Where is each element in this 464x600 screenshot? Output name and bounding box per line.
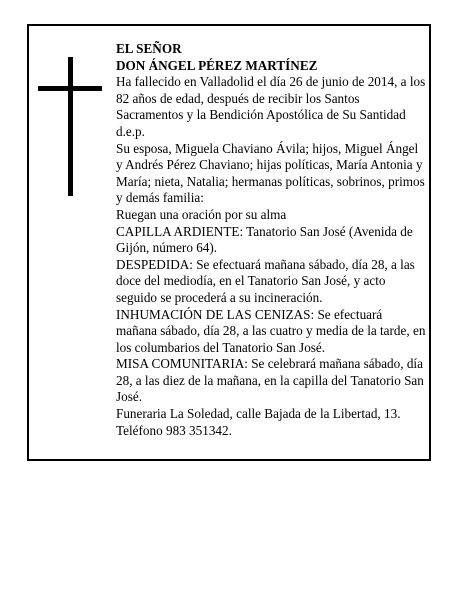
chapel-info: CAPILLA ARDIENTE: Tanatorio San José (Avenida de Gijón, número 64). (116, 223, 413, 256)
community-mass-info: MISA COMUNITARIA: Se celebrará mañana sábado, día 28, a las diez de la mañana, en la capilla del Tanatorio San José. (116, 356, 424, 405)
farewell-info: DESPEDIDA: Se efectuará mañana sábado, día 28, a las doce del mediodía, en el Tanatorio San José, y acto seguido se procederá a su incineración. (116, 256, 415, 305)
death-announcement: Ha fallecido en Valladolid el día 26 de junio de 2014, a los 82 años de edad, después de recibir los Santos Sacramentos y la Bendición Apostólica de Su Santidad d.e.p. (116, 74, 426, 139)
obituary-notice (27, 24, 431, 461)
obituary-text (116, 41, 426, 439)
ashes-burial-info: INHUMACIÓN DE LAS CENIZAS: Se efectuará mañana sábado, día 28, a las cuatro y media de la tarde, en los columbarios del Tanatorio San José. (116, 306, 426, 355)
heading-title: EL SEÑOR (116, 41, 182, 56)
cross-vertical-bar (68, 57, 73, 196)
family-list: Su esposa, Miguela Chaviano Ávila; hijos, Miguel Ángel y Andrés Pérez Chaviano; hijas políticas, María Antonia y María; nieta, Natalia; hermanas políticas, sobrinos, primos y demás familia: (116, 140, 425, 206)
funeral-home-contact: Funeraria La Soledad, calle Bajada de la Libertad, 13. Teléfono 983 351342. (116, 406, 401, 438)
prayer-request: Ruegan una oración por su alma (116, 206, 287, 222)
deceased-name: DON ÁNGEL PÉREZ MARTÍNEZ (116, 57, 318, 73)
cross-horizontal-bar (38, 86, 102, 91)
